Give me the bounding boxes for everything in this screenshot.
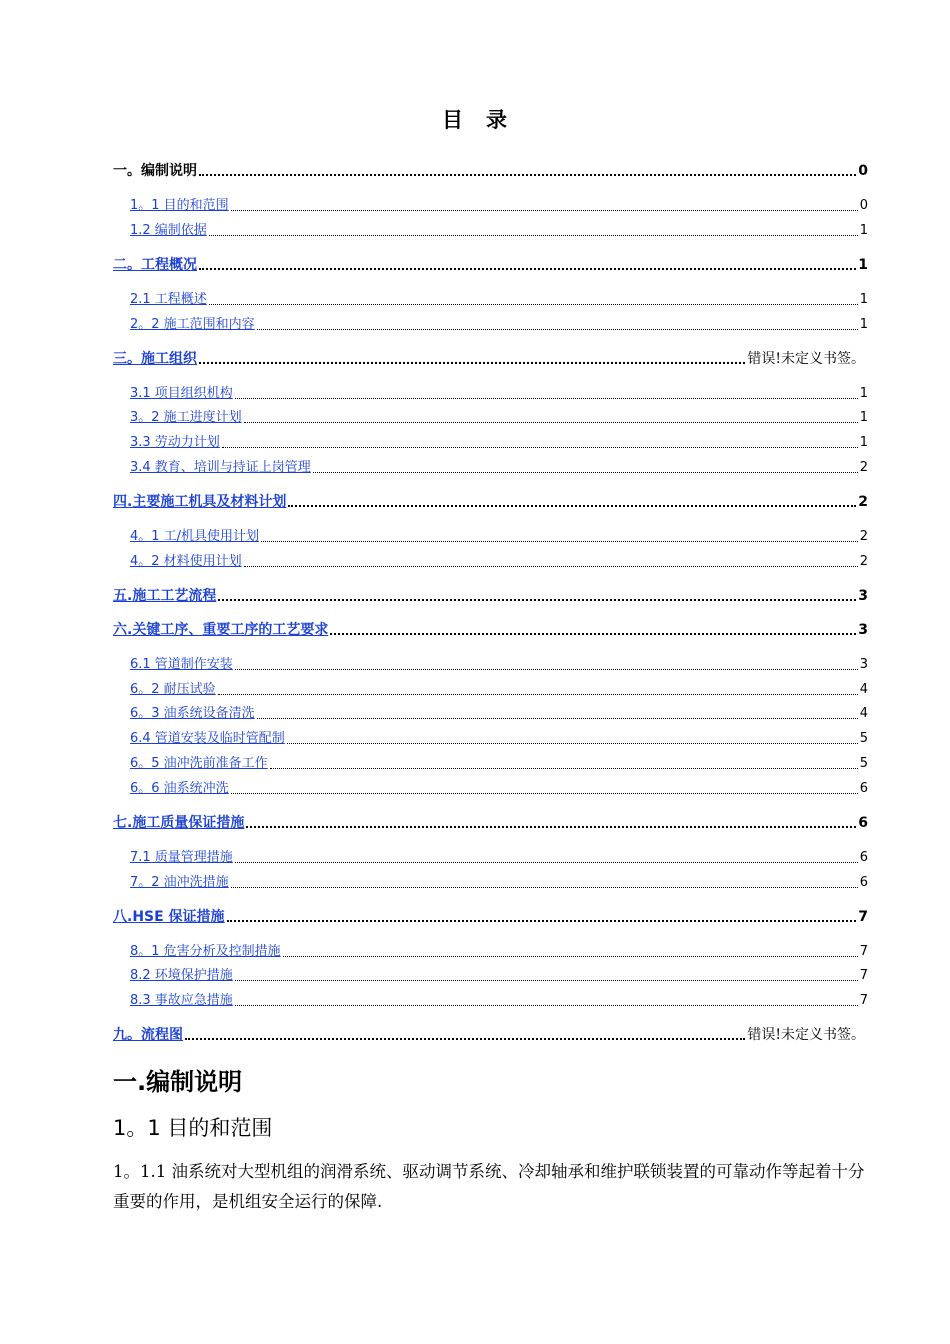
toc-dot-leader xyxy=(231,887,858,888)
toc-entry-label[interactable]: 6。6 油系统冲洗 xyxy=(130,780,229,796)
toc-entry-label[interactable]: 4。2 材料使用计划 xyxy=(130,553,242,569)
toc-title: 目 录 xyxy=(442,108,508,132)
toc-section-entry[interactable] xyxy=(130,315,868,335)
toc-dot-leader xyxy=(283,956,858,957)
toc-section-entry[interactable] xyxy=(130,848,868,868)
toc-entry-label[interactable]: 4。1 工/机具使用计划 xyxy=(130,529,260,544)
toc-entry-label[interactable]: 6.4 管道安装及临时管配制 xyxy=(130,731,285,747)
toc-chapter-entry[interactable] xyxy=(113,255,868,275)
toc-section-entry[interactable] xyxy=(130,754,868,774)
toc-entry-label[interactable]: 2.1 工程概述 xyxy=(130,291,207,307)
toc-section-entry[interactable] xyxy=(130,680,868,700)
toc-page-number: 6 xyxy=(859,780,868,796)
toc-dot-leader xyxy=(218,599,856,601)
toc-section-entry[interactable] xyxy=(130,704,868,724)
toc-dot-leader xyxy=(209,235,858,236)
toc-section-entry[interactable] xyxy=(130,779,868,799)
toc-entry-label[interactable]: 8.2 环境保护措施 xyxy=(130,968,233,984)
toc-page-number: 1 xyxy=(859,222,868,238)
toc-section-entry[interactable] xyxy=(130,873,868,893)
toc-page-number: 1 xyxy=(859,410,868,426)
toc-entry-label[interactable]: 2。2 施工范围和内容 xyxy=(130,316,255,332)
toc-entry-label[interactable]: 3.1 项目组织机构 xyxy=(130,385,233,401)
toc-entry-label[interactable]: 四.主要施工机具及材料计划 xyxy=(113,494,287,510)
toc-entry-label[interactable]: 1.2 编制依据 xyxy=(130,222,207,238)
toc-page-number: 6 xyxy=(858,814,868,831)
toc-page-number: 1 xyxy=(859,435,868,451)
toc-page-number: 3 xyxy=(858,587,868,604)
toc-section-entry[interactable] xyxy=(130,196,868,216)
toc-entry-label[interactable]: 3.3 劳动力计划 xyxy=(130,435,220,451)
toc-entry-label[interactable]: 7.1 质量管理措施 xyxy=(130,849,233,865)
toc-page-number: 错误!未定义书签。 xyxy=(747,1027,865,1044)
toc-entry-label[interactable]: 7。2 油冲洗措施 xyxy=(130,874,229,890)
toc-dot-leader xyxy=(235,398,858,399)
toc-entry-label[interactable]: 八.HSE 保证措施 xyxy=(113,908,225,925)
body-paragraph: 1。1.1 油系统对大型机组的润滑系统、驱动调节系统、冷却轴承和维护联锁装置的可靠动作等起着十分重要的作用，是机组安全运行的保障. xyxy=(113,1162,865,1211)
toc-page-number: 7 xyxy=(859,968,868,984)
toc-dot-leader xyxy=(231,793,858,794)
toc-page-number: 7 xyxy=(859,943,868,959)
toc-page-number: 0 xyxy=(859,198,868,213)
toc-entry-label[interactable]: 1。1 目的和范围 xyxy=(130,198,229,213)
toc-chapter-entry[interactable] xyxy=(113,349,865,369)
toc-dot-leader xyxy=(199,268,856,270)
toc-dot-leader xyxy=(257,329,858,330)
toc-dot-leader xyxy=(313,472,858,473)
toc-section-entry[interactable] xyxy=(130,408,868,428)
toc-page-number: 7 xyxy=(858,908,868,925)
toc-dot-leader xyxy=(231,210,858,211)
toc-section-entry[interactable] xyxy=(130,966,868,986)
toc-chapter-entry[interactable] xyxy=(113,586,868,606)
toc-page-number: 1 xyxy=(859,385,868,401)
toc-section-entry[interactable] xyxy=(130,221,868,241)
toc-page-number: 6 xyxy=(859,849,868,865)
toc-entry-label[interactable]: 三。施工组织 xyxy=(113,350,197,367)
toc-section-entry[interactable] xyxy=(130,290,868,310)
toc-dot-leader xyxy=(185,1038,745,1040)
toc-page-number: 4 xyxy=(859,706,868,722)
toc-section-entry[interactable] xyxy=(130,433,868,453)
toc-chapter-entry[interactable] xyxy=(113,813,868,833)
toc-chapter-entry[interactable] xyxy=(113,620,868,640)
toc-section-entry[interactable] xyxy=(130,384,868,404)
toc-dot-leader xyxy=(261,541,858,542)
toc-dot-leader xyxy=(330,633,856,635)
toc-entry-label[interactable]: 五.施工工艺流程 xyxy=(113,587,217,604)
toc-page-number: 4 xyxy=(859,681,868,697)
toc-dot-leader xyxy=(209,304,858,305)
toc-section-entry[interactable] xyxy=(130,655,868,675)
toc-entry-label[interactable]: 六.关键工序、重要工序的工艺要求 xyxy=(113,621,329,638)
toc-entry-label: 一。编制说明 xyxy=(113,163,197,179)
toc-chapter-entry[interactable] xyxy=(113,907,868,927)
toc-entry-label[interactable]: 七.施工质量保证措施 xyxy=(113,814,245,831)
toc-page-number: 1 xyxy=(859,316,868,332)
toc-page-number: 7 xyxy=(859,993,868,1009)
toc-entry-label[interactable]: 3。2 施工进度计划 xyxy=(130,410,242,426)
toc-entry-label[interactable]: 3.4 教育、培训与持证上岗管理 xyxy=(130,460,311,475)
toc-dot-leader xyxy=(287,743,858,744)
toc-entry-label[interactable]: 6。2 耐压试验 xyxy=(130,681,216,697)
toc-entry-label[interactable]: 8.3 事故应急措施 xyxy=(130,993,233,1009)
toc-section-entry[interactable] xyxy=(130,729,868,749)
toc-page-number: 1 xyxy=(858,256,868,273)
toc-dot-leader xyxy=(199,362,745,364)
toc-dot-leader xyxy=(246,826,856,828)
toc-dot-leader xyxy=(270,768,858,769)
toc-dot-leader xyxy=(235,1005,858,1006)
toc-entry-label[interactable]: 6.1 管道制作安装 xyxy=(130,656,233,672)
toc-page-number: 3 xyxy=(859,656,868,672)
toc-page-number: 0 xyxy=(858,163,868,179)
toc-dot-leader xyxy=(235,669,858,670)
toc-page-number: 1 xyxy=(859,291,868,307)
toc-chapter-entry xyxy=(113,161,868,181)
toc-section-entry[interactable] xyxy=(130,552,868,572)
toc-chapter-entry[interactable] xyxy=(113,1025,865,1045)
toc-page-number: 5 xyxy=(859,756,868,771)
toc-page-number: 6 xyxy=(859,874,868,890)
toc-entry-label[interactable]: 6。3 油系统设备清洗 xyxy=(130,706,255,722)
toc-entry-label[interactable]: 8。1 危害分析及控制措施 xyxy=(130,943,281,959)
toc-entry-label[interactable]: 二。工程概况 xyxy=(113,256,197,273)
toc-dot-leader xyxy=(244,422,858,423)
toc-section-entry[interactable] xyxy=(130,527,868,547)
toc-dot-leader xyxy=(235,980,858,981)
toc-dot-leader xyxy=(222,447,858,448)
toc-page-number: 2 xyxy=(859,529,868,544)
toc-dot-leader xyxy=(218,694,858,695)
toc-page-number: 2 xyxy=(858,494,868,510)
toc-page-number: 3 xyxy=(858,621,868,638)
toc-entry-label[interactable]: 九。流程图 xyxy=(113,1027,183,1044)
toc-dot-leader xyxy=(235,862,858,863)
toc-dot-leader xyxy=(199,174,856,176)
toc-page-number: 5 xyxy=(859,731,868,747)
toc-entry-label[interactable]: 6。5 油冲洗前准备工作 xyxy=(130,756,268,771)
toc-section-entry[interactable] xyxy=(130,991,868,1011)
toc-dot-leader xyxy=(244,566,858,567)
toc-dot-leader xyxy=(257,718,858,719)
toc-section-entry[interactable] xyxy=(130,458,868,478)
toc-dot-leader xyxy=(227,920,857,922)
toc-section-entry[interactable] xyxy=(130,942,868,962)
toc-chapter-entry[interactable] xyxy=(113,492,868,512)
toc-dot-leader xyxy=(288,505,856,507)
toc-page-number: 错误!未定义书签。 xyxy=(747,350,865,367)
section-heading: 一.编制说明 xyxy=(113,1068,243,1096)
subsection-heading: 1。1 目的和范围 xyxy=(113,1116,273,1140)
toc-page-number: 2 xyxy=(859,460,868,475)
toc-page-number: 2 xyxy=(859,553,868,569)
